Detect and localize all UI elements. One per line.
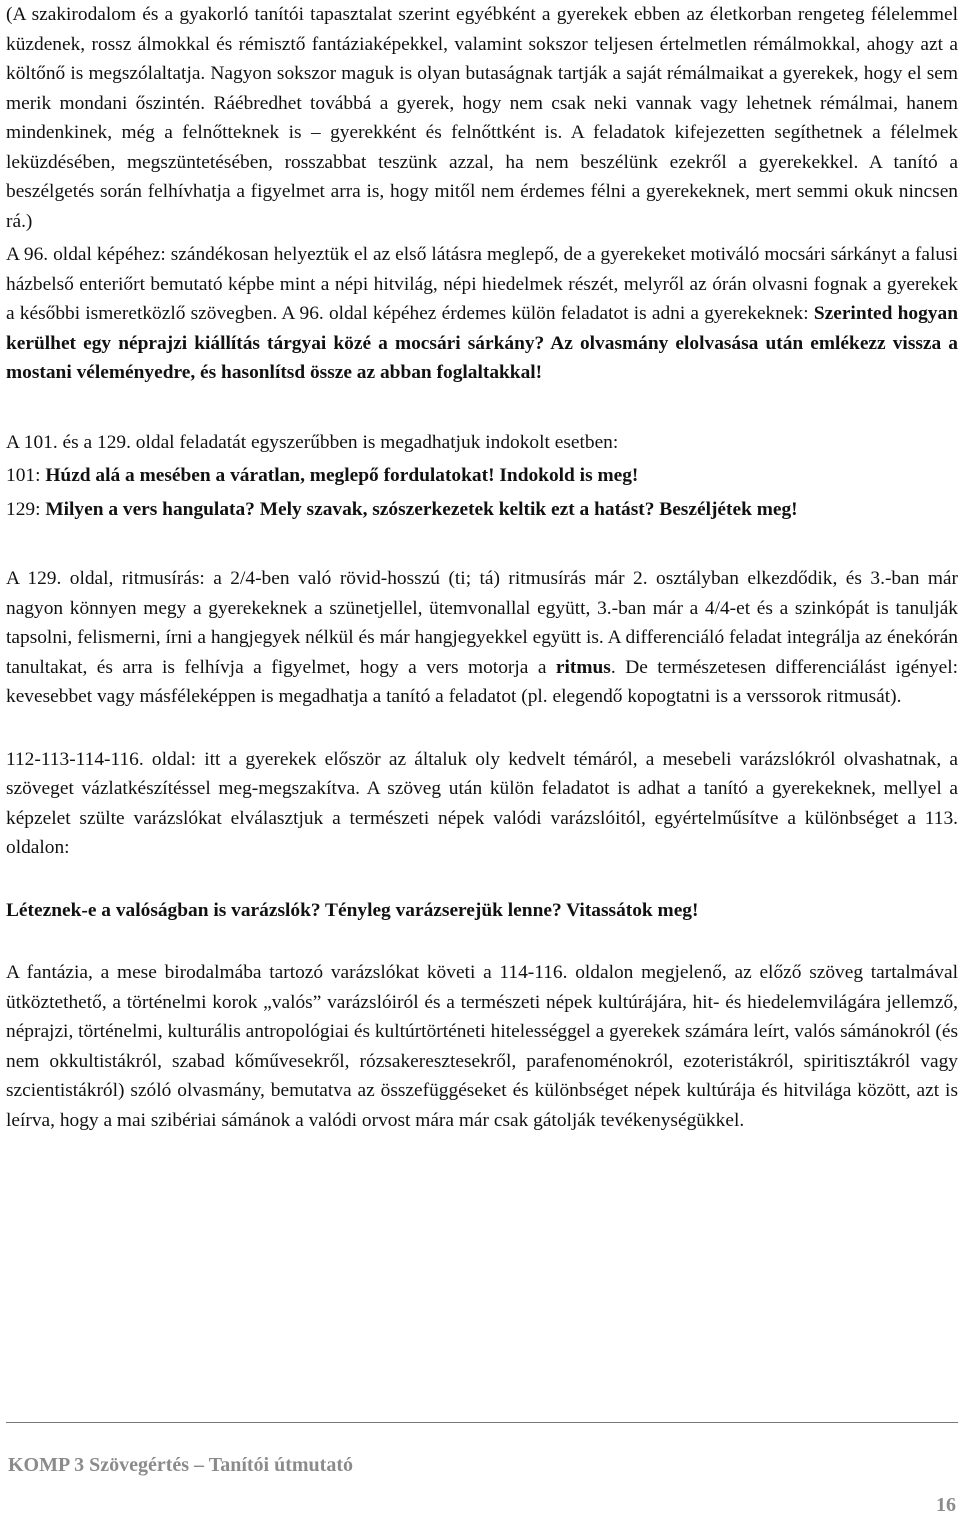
- page-96-task: Szerinted hogyan kerülhet egy néprajzi kiállítás tárgyai közé a mocsári sárkány? Az olvasmány elolvasása után emlékezz vissza a mostani véleményedre, és hasonlítsd össze az abban foglaltakkal!: [6, 303, 958, 383]
- paragraph-page-96: [6, 240, 958, 388]
- footer-divider: [6, 1422, 958, 1423]
- page-96-text: A 96. oldal képéhez: szándékosan helyeztük el az első látásra meglepő, de a gyerekeket motiváló mocsári sárkányt a falusi házbelső enteriőrt bemutató képbe mint a népi hitvilág, népi hiedelmek részét, melyről az órán olvasni fognak a gyerekek a későbbi ismeretközlő szövegben. A 96. oldal képéhez érdemes külön feladatot is adni a gyerekeknek:: [6, 244, 958, 324]
- paragraph-simplified-tasks: A 101. és a 129. oldal feladatát egyszerűbben is megadhatjuk indokolt esetben:: [6, 431, 619, 453]
- rhythm-text-b: . De természetesen differenciálást igényel: kevesebbet vagy másféleképpen is megadhatja a tanító a feladatot (pl. elegendő kopogtatni is a verssorok ritmusát).: [6, 656, 958, 707]
- task-129-text: Milyen a vers hangulata? Mely szavak, szószerkezetek keltik ezt a hatást? Beszéljétek meg!: [45, 498, 798, 520]
- paragraph-wizards: 112-113-114-116. oldal: itt a gyerekek először az általuk oly kedvelt témáról, a mesebeli varázslókról olvashatnak, a szöveget vázlatkészítéssel meg-megszakítva. A szöveg után külön feladatot is adhat a tanító a gyerekeknek, mellyel a képzelet szülte varázslókat elválasztjuk a természeti népek valódi varázslóitól, egyértelműsítve a különbséget a 113. oldalon:: [6, 748, 958, 858]
- rhythm-text-a: A 129. oldal, ritmusírás: a 2/4-ben való rövid-hosszú (ti; tá) ritmusírás már 2. osztályban elkezdődik, és 3.-ban már nagyon könnyen megy a gyerekeknek a szünetjellel, ütemvonallal együtt, 3.-ban már a 4/4-et és a szinkópát is tanulják tapsolni, felismerni, írni a hangjegyek nélkül és már hangjegyekkel együtt is. A differenciáló feladat integrálja az énekórán tanultakat, és arra is felhívja a figyelmet, hogy a vers motorja a: [6, 568, 958, 678]
- task-101-label: 101:: [6, 465, 46, 486]
- rhythm-bold: ritmus: [555, 656, 611, 678]
- task-129-label: 129:: [6, 498, 46, 520]
- footer-title: KOMP 3 Szövegértés – Tanítói útmutató: [8, 1454, 353, 1476]
- paragraph-nightmares: (A szakirodalom és a gyakorló tanítói tapasztalat szerint egyébként a gyerekek ebben az életkorban rengeteg félelemmel küzdenek, rossz álmokkal és rémisztő fantáziaképekkel, valamint sokszor teljesen értelmetlen rémálmokkal, ahogy azt a költőnő is megszólaltatja. Nagyon sokszor maguk is olyan butaságnak tartják a saját rémálmaikat a gyerekek, hogy el sem merik mondani őszintén. Ráébredhet továbbá a gyerek, hogy nem csak neki vannak vagy lehetnek rémálmai, hanem mindenkinek, még a felnőtteknek is – gyerekként és felnőttként is. A feladatok kifejezetten segíthetnek a félelmek leküzdésében, megszüntetésében, rosszabbat teszünk azzal, ha nem beszélünk ezekről a gyerekekkel. A tanító a beszélgetés során felhívhatja a figyelmet arra is, hogy mitől nem érdemes félni a gyerekeknek, mert semmi okuk nincsen rá.): [6, 4, 958, 232]
- paragraph-shamans: A fantázia, a mese birodalmába tartozó varázslókat követi a 114-116. oldalon megjelenő, az előző szöveg tartalmával ütköztethető, a történelmi korok „valós” varázslóiról és a természeti népek kultúrájára, hit- és hiedelemvilágára jellemző, néprajzi, történelmi, kulturális antropológiai és kultúrtörténeti hitelességgel a gyerekek számára leírt, valós sámánokról (és nem okkultistákról, szabad kőművesekről, rózsakeresztesekről, parafenoménokról, ezoteristákról, spiritisztákról vagy szcientistákról) szóló olvasmány, bemutatva az összefüggéseket és különbséget népek kultúrája és hitvilága között, azt is leírva, hogy a mai szibériai sámánok a valódi orvost mára már csak gátolják tevékenységükkel.: [6, 962, 958, 1131]
- task-101-text: Húzd alá a mesében a váratlan, meglepő fordulatokat! Indokold is meg!: [45, 465, 639, 486]
- page-number: 16: [936, 1494, 956, 1516]
- task-129: [6, 495, 958, 525]
- wizards-task: Léteznek-e a valóságban is varázslók? Tényleg varázserejük lenne? Vitassátok meg!: [6, 899, 699, 921]
- document-body: [6, 0, 958, 1135]
- task-101: [6, 461, 958, 491]
- paragraph-rhythm: [6, 564, 958, 712]
